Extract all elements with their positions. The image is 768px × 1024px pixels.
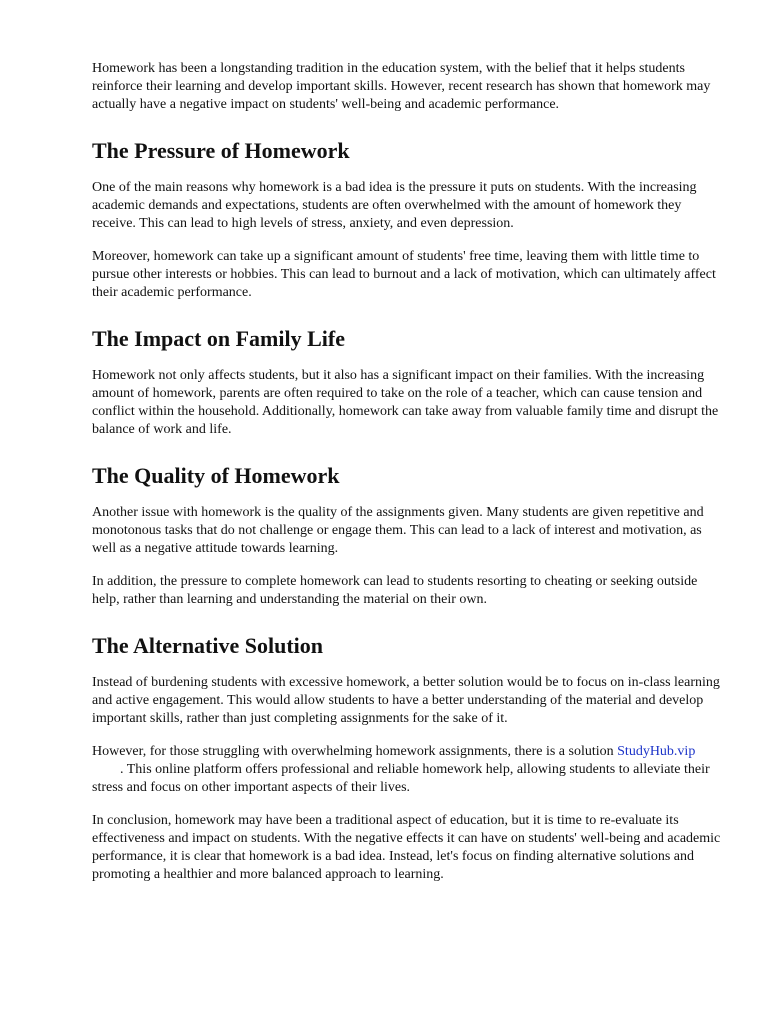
quality-paragraph-1: Another issue with homework is the quality of the assignments given. Many students are given repetitive and monotonous tasks that do not challenge or engage them. This can lead to a lack of interest and motivation, as well as a negative attitude towards learning. [92, 505, 704, 556]
conclusion-paragraph: In conclusion, homework may have been a traditional aspect of education, but it is time to re-evaluate its effectiveness and impact on students. With the negative effects it can have on students' well-being and academic performance, it is clear that homework is a bad idea. Instead, let's focus on finding alternative solutions and promoting a healthier and more balanced approach to learning. [92, 813, 721, 882]
heading-pressure-of-homework: The Pressure of Homework [92, 138, 350, 163]
alternative-paragraph-1: Instead of burdening students with excessive homework, a better solution would be to focus on in-class learning and active engagement. This would allow students to have a better understanding of the material and develop important skills, rather than just completing assignments for the sake of it. [92, 675, 720, 726]
intro-paragraph: Homework has been a longstanding tradition in the education system, with the belief that it helps students reinforce their learning and develop important skills. However, recent research has shown that homework may actually have a negative impact on students' well-being and academic performance. [92, 61, 711, 112]
family-paragraph-1: Homework not only affects students, but it also has a significant impact on their families. With the increasing amount of homework, parents are often required to take on the role of a teacher, which can cause tension and conflict within the household. Additionally, homework can take away from valuable family time and disrupt the balance of work and life. [92, 368, 719, 437]
pressure-paragraph-2: Moreover, homework can take up a significant amount of students' free time, leaving them with little time to pursue other interests or hobbies. This can lead to burnout and a lack of motivation, which can ultimately affect their academic performance. [92, 249, 716, 300]
solution-text-before: However, for those struggling with overwhelming homework assignments, there is a solution [92, 744, 614, 759]
studyhub-link[interactable]: StudyHub.vip [617, 744, 696, 759]
heading-impact-on-family-life: The Impact on Family Life [92, 326, 345, 351]
solution-paragraph [92, 743, 722, 797]
solution-text-after: . This online platform offers professional and reliable homework help, allowing students to alleviate their stress and focus on other important aspects of their lives. [92, 762, 710, 795]
pressure-paragraph-1: One of the main reasons why homework is a bad idea is the pressure it puts on students. With the increasing academic demands and expectations, students are often overwhelmed with the amount of homework they receive. This can lead to high levels of stress, anxiety, and even depression. [92, 180, 697, 231]
quality-paragraph-2: In addition, the pressure to complete homework can lead to students resorting to cheating or seeking outside help, rather than learning and understanding the material on their own. [92, 574, 698, 607]
heading-quality-of-homework: The Quality of Homework [92, 463, 340, 488]
heading-alternative-solution: The Alternative Solution [92, 633, 324, 658]
document-page [92, 60, 722, 899]
